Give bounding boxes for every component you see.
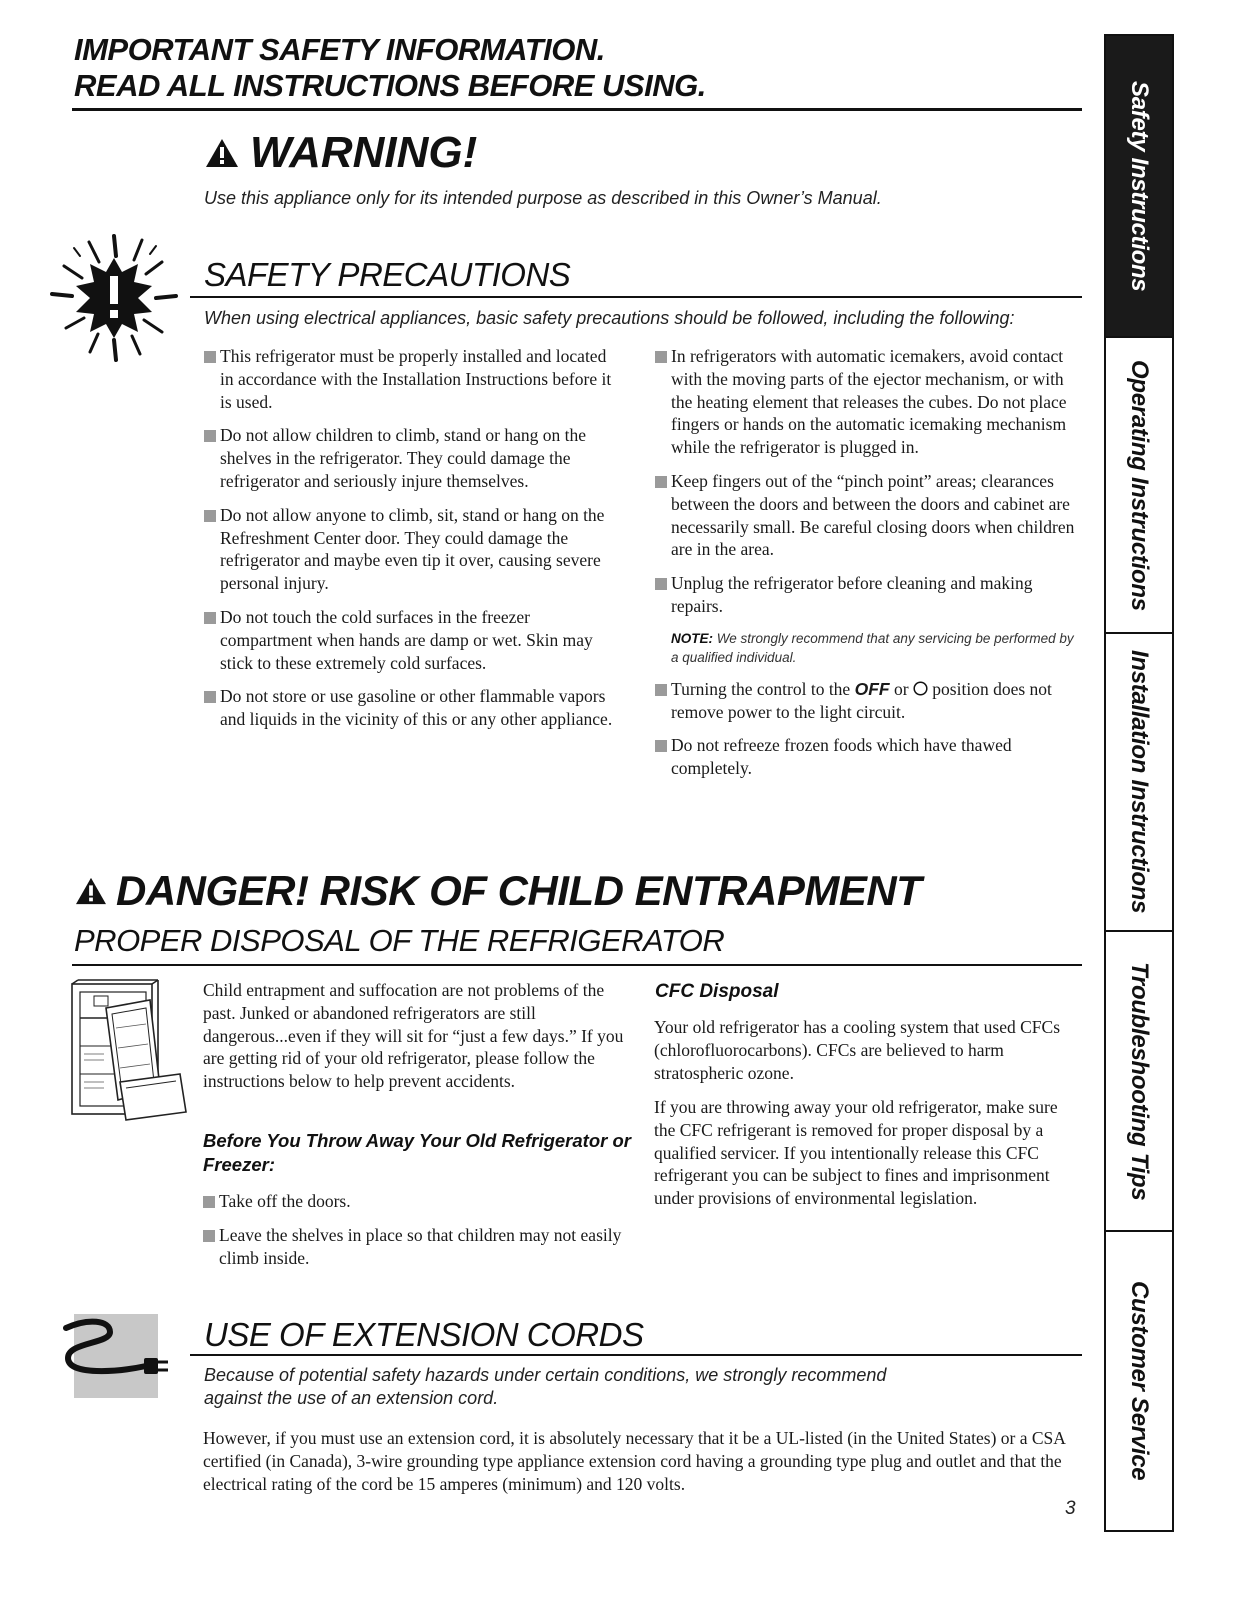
page-number: 3: [1065, 1498, 1076, 1519]
before-throw-away-title: Before You Throw Away Your Old Refrigerator or Freezer:: [203, 1130, 631, 1175]
tab-safety-instructions[interactable]: [1106, 36, 1172, 338]
page-header: [74, 32, 1084, 104]
cfc-disposal-title: CFC Disposal: [655, 981, 779, 1002]
off-label: OFF: [854, 678, 890, 699]
side-tabs: [1104, 34, 1174, 1532]
disposal-subtitle: PROPER DISPOSAL OF THE REFRIGERATOR: [74, 923, 725, 958]
list-item-off: [655, 678, 1080, 724]
list-item: Leave the shelves in place so that children may not easily climb inside.: [203, 1224, 623, 1270]
tab-customer-service[interactable]: [1106, 1232, 1172, 1530]
danger-title: DANGER! RISK OF CHILD ENTRAPMENT: [116, 867, 922, 914]
danger-heading: [74, 866, 921, 916]
cfc-paragraph-1: Your old refrigerator has a cooling system that used CFCs (chlorofluorocarbons). CFCs are believed to harm stratospheric ozone.: [654, 1017, 1061, 1083]
warning-intro: Use this appliance only for its intended purpose as described in this Owner’s Manual.: [204, 188, 882, 208]
header-rule: [72, 108, 1082, 111]
warning-title: WARNING!: [250, 128, 478, 177]
disposal-steps: [203, 1190, 623, 1280]
tab-troubleshooting-tips[interactable]: [1106, 932, 1172, 1232]
cfc-paragraph-2: If you are throwing away your old refrigerator, make sure the CFC refrigerant is removed for proper disposal by a qualified servicer. If you intentionally release this CFC refrigerant you can be subject to fines and imprisonment under provisions of environmental legislation.: [654, 1097, 1058, 1209]
list-item: Do not refreeze frozen foods which have thawed completely.: [655, 734, 1080, 780]
extension-rule: [190, 1354, 1082, 1356]
list-item: Take off the doors.: [203, 1190, 623, 1213]
extension-cords-title: USE OF EXTENSION CORDS: [204, 1316, 644, 1353]
tab-installation-instructions[interactable]: [1106, 634, 1172, 932]
disposal-intro: Child entrapment and suffocation are not problems of the past. Junked or abandoned refrigerators are still dangerous...even if they will sit for “just a few days.” If you are getting rid of your old refrigerator, please follow the instructions below to help prevent accidents.: [203, 980, 624, 1092]
warning-heading: [204, 128, 477, 178]
note-label: NOTE:: [671, 630, 713, 646]
safety-rule: [190, 296, 1082, 298]
list-item: Do not allow anyone to climb, sit, stand or hang on the Refreshment Center door. They could damage the refrigerator and maybe even tip it over, causing severe personal injury.: [204, 504, 624, 595]
tab-operating-instructions[interactable]: [1106, 338, 1172, 634]
safety-precautions-title: SAFETY PRECAUTIONS: [204, 256, 571, 293]
tab-label: Safety Instructions: [1126, 80, 1153, 292]
safety-left-column: [204, 345, 624, 742]
off-item-before: Turning the control to the: [671, 678, 855, 699]
extension-body: However, if you must use an extension cord, it is absolutely necessary that it be a UL-listed (in the United States) or a CSA certified (in Canada), 3-wire grounding type appliance extension cord having a grounding type plug and outlet and that the electrical rating of the cord be 15 amperes (minimum) and 120 volts.: [203, 1428, 1065, 1494]
list-item: Keep fingers out of the “pinch point” areas; clearances between the doors and between the doors and cabinet are necessarily small. Be careful closing doors when children are in the area.: [655, 470, 1080, 561]
list-item: Do not store or use gasoline or other flammable vapors and liquids in the vicinity of this or any other appliance.: [204, 685, 624, 731]
list-item: Do not allow children to climb, stand or hang on the shelves in the refrigerator. They could damage the refrigerator and seriously injure themselves.: [204, 424, 624, 492]
caution-burst-icon: [44, 228, 184, 368]
tab-label: Customer Service: [1126, 1281, 1153, 1481]
off-item-after: position does not remove power to the light circuit.: [671, 678, 1052, 722]
tab-label: Installation Instructions: [1126, 650, 1153, 914]
header-line-2: READ ALL INSTRUCTIONS BEFORE USING.: [74, 68, 706, 103]
note-text: We strongly recommend that any servicing be performed by a qualified individual.: [671, 630, 1074, 665]
danger-triangle-icon: [74, 876, 108, 906]
tab-label: Troubleshooting Tips: [1126, 961, 1153, 1201]
extension-intro: Because of potential safety hazards under certain conditions, we strongly recommend against the use of an extension cord.: [204, 1365, 887, 1408]
list-item: In refrigerators with automatic icemakers, avoid contact with the moving parts of the ejector mechanism, or with the heating element that releases the cubes. Do not place fingers or hands on the automatic icemaking mechanism while the refrigerator is plugged in.: [655, 345, 1080, 459]
off-item-mid: or: [889, 678, 913, 699]
danger-rule: [72, 964, 1082, 966]
tab-label: Operating Instructions: [1126, 359, 1153, 611]
list-item: This refrigerator must be properly installed and located in accordance with the Installation Instructions before it is used.: [204, 345, 624, 413]
list-item: Unplug the refrigerator before cleaning and making repairs.: [655, 572, 1080, 618]
safety-intro: When using electrical appliances, basic safety precautions should be followed, including the following:: [204, 308, 1015, 328]
extension-cord-icon: [58, 1312, 182, 1402]
refrigerator-illustration: [68, 978, 192, 1122]
warning-triangle-icon: [204, 137, 240, 169]
power-off-circle-icon: [913, 681, 928, 696]
safety-right-column: [655, 345, 1080, 791]
note: [655, 629, 1080, 667]
list-item: Do not touch the cold surfaces in the freezer compartment when hands are damp or wet. Skin may stick to these extremely cold surfaces.: [204, 606, 624, 674]
header-line-1: IMPORTANT SAFETY INFORMATION.: [74, 32, 605, 67]
